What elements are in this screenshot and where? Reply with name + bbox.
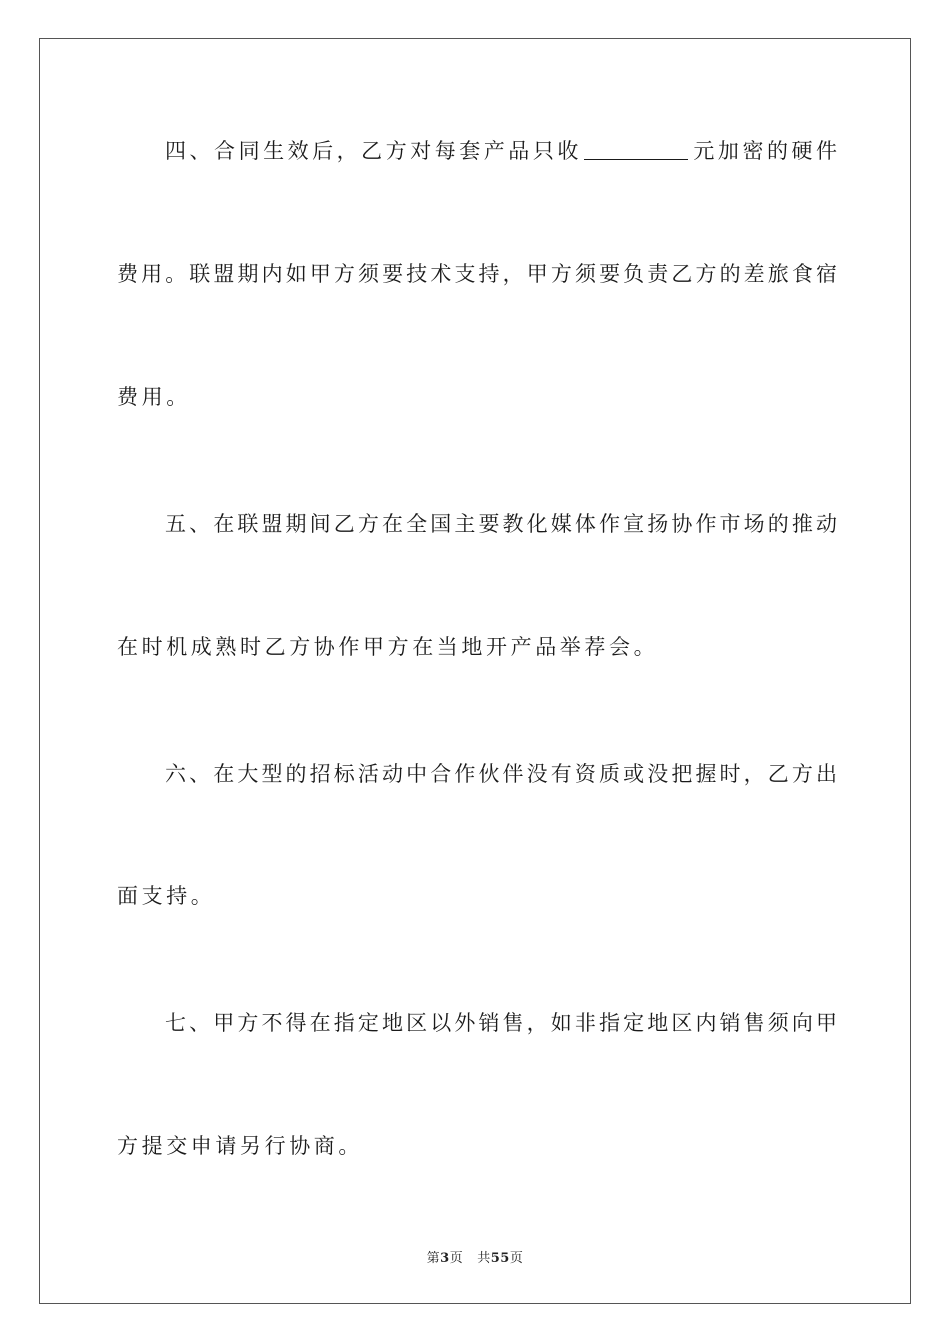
footer-total-suffix: 页 xyxy=(509,1251,524,1266)
footer-page-suffix: 页 xyxy=(449,1251,464,1266)
footer-total-pages: 55 xyxy=(490,1251,510,1266)
paragraph-5-line-2: 在时机成熟时乙方协作甲方在当地开产品举荐会。 xyxy=(117,635,659,659)
page-footer xyxy=(0,1247,950,1266)
paragraph-4-line-2: 费用。联盟期内如甲方须要技术支持，甲方须要负责乙方的差旅食宿 xyxy=(117,262,837,286)
page-border xyxy=(39,38,911,1304)
footer-page-prefix: 第 xyxy=(426,1251,441,1266)
footer-total-prefix: 共 xyxy=(477,1251,491,1266)
footer-page-number: 3 xyxy=(440,1251,450,1266)
paragraph-4-line-1 xyxy=(165,136,837,166)
paragraph-4-line-3: 费用。 xyxy=(117,385,191,409)
paragraph-7-line-2: 方提交申请另行协商。 xyxy=(117,1134,363,1158)
amount-blank-field xyxy=(584,139,688,160)
paragraph-7-line-1: 七、甲方不得在指定地区以外销售，如非指定地区内销售须向甲 xyxy=(165,1011,837,1035)
paragraph-4-text-before-blank: 四、合同生效后，乙方对每套产品只收 xyxy=(165,139,582,163)
paragraph-5-line-1: 五、在联盟期间乙方在全国主要教化媒体作宣扬协作市场的推动 xyxy=(165,512,837,536)
paragraph-6-line-1: 六、在大型的招标活动中合作伙伴没有资质或没把握时，乙方出 xyxy=(165,762,837,786)
paragraph-4-text-after-blank: 元加密的硬件 xyxy=(689,139,838,163)
paragraph-6-line-2: 面支持。 xyxy=(117,884,216,908)
